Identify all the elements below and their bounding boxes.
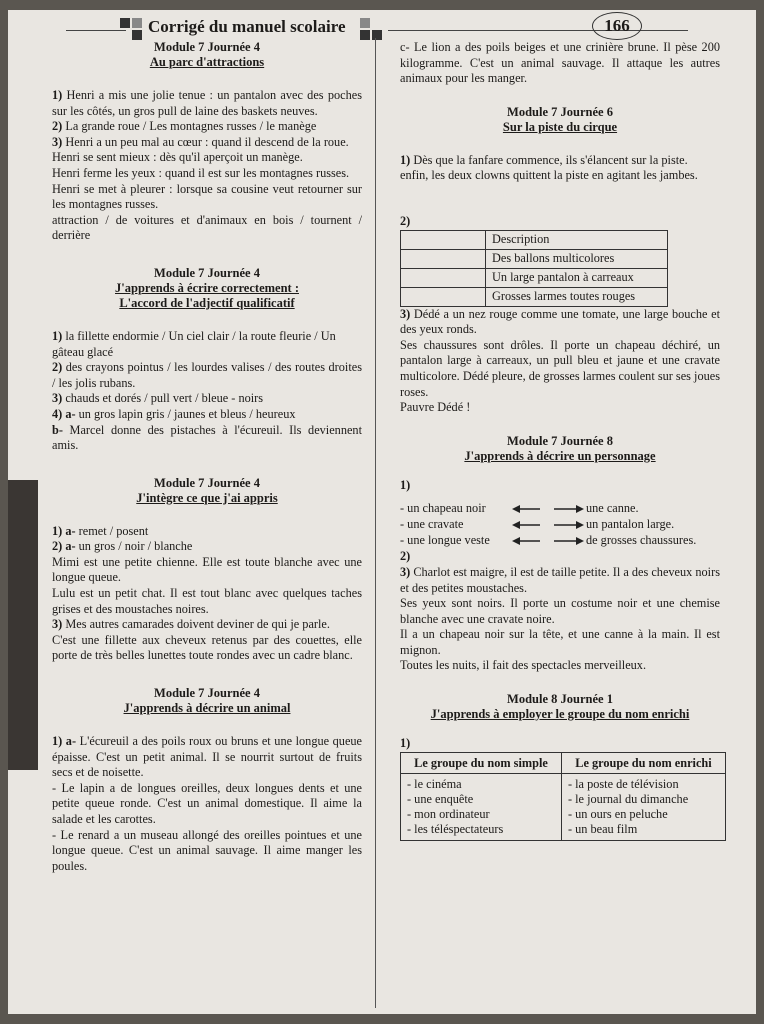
header-squares-icon bbox=[120, 18, 142, 40]
question-number: 1) bbox=[400, 477, 411, 492]
answer-paragraph: Ses chaussures sont drôles. Il porte un chapeau déchiré, un pantalon large à carreaux, un pull bleu et jaune et une cravate multicolore. Dédé pleure, de grosses larmes coulent sur ses joues roses. bbox=[400, 337, 720, 399]
description-table bbox=[400, 230, 668, 307]
list-item: - le cinéma bbox=[407, 776, 462, 791]
table-header: Le groupe du nom simple bbox=[401, 752, 562, 773]
list-item: - un ours en peluche bbox=[567, 806, 668, 821]
answer-paragraph: c- Le lion a des poils beiges et une crinière brune. Il pèse 200 kilogramme. C'est un animal sauvage. Il attaque les autres animaux pour les manger. bbox=[400, 40, 720, 86]
header-title: Corrigé du manuel scolaire bbox=[148, 17, 346, 36]
table-row bbox=[401, 268, 668, 287]
answer-paragraph: 3) Henri a un peu mal au cœur : quand il descend de la roue. bbox=[52, 134, 349, 149]
section-title: Module 7 Journée 4 bbox=[154, 40, 260, 54]
answer-paragraph: 3) Mes autres camarades doivent deviner de qui je parle. bbox=[52, 617, 330, 632]
table-cell bbox=[401, 773, 562, 840]
answer-paragraph: Ses yeux sont noirs. Il porte un costume noir et une chemise blanche avec une cravate noire. bbox=[400, 596, 720, 626]
answer-paragraph: 4) a- un gros lapin gris / jaunes et bleus / heureux bbox=[52, 406, 296, 421]
table-row bbox=[401, 287, 668, 306]
section-subtitle: Au parc d'attractions bbox=[149, 55, 265, 69]
section-title: Module 8 Journée 1 bbox=[507, 692, 613, 707]
section-title: Module 7 Journée 4 bbox=[154, 686, 260, 701]
answer-paragraph: 1) la fillette endormie / Un ciel clair / la route fleurie / Un gâteau glacé bbox=[52, 328, 336, 359]
column-divider bbox=[375, 38, 376, 1008]
section-subtitle: L'accord de l'adjectif qualificatif bbox=[119, 295, 295, 310]
answer-paragraph: Lulu est un petit chat. Il est tout blanc avec quelques taches grises et des moustaches noires. bbox=[52, 586, 362, 616]
answer-paragraph: 1) Dès que la fanfare commence, ils s'élancent sur la piste. bbox=[400, 152, 688, 167]
answer-paragraph: enfin, les deux clowns quittent la piste en agitant les jambes. bbox=[400, 168, 698, 183]
double-arrow-icon bbox=[512, 536, 584, 546]
question-number: 1) bbox=[400, 736, 411, 751]
answer-paragraph: 3) chauds et dorés / pull vert / bleue - noirs bbox=[52, 391, 264, 406]
table-cell bbox=[561, 773, 725, 840]
list-item: - une enquête bbox=[407, 791, 474, 806]
answer-paragraph: 1) a- remet / posent bbox=[52, 523, 149, 538]
list-item: - une cravate un pantalon large. bbox=[400, 517, 675, 532]
answer-line: Henri se met à pleurer : lorsque sa cousine veut retourner sur les montagnes russes. bbox=[52, 181, 362, 212]
right-column bbox=[400, 40, 720, 841]
table-header-row bbox=[401, 752, 726, 773]
page-number: 166 bbox=[592, 12, 642, 40]
answer-paragraph: 1) Henri a mis une jolie tenue : un pantalon avec des poches sur les côtés, un gros pull de laine des baskets neuves. bbox=[52, 88, 362, 118]
section-subtitle: J'apprends à décrire un personnage bbox=[464, 448, 656, 463]
question-number: 2) bbox=[400, 549, 411, 564]
section-subtitle: J'apprends à écrire correctement : bbox=[115, 280, 299, 295]
answer-paragraph: 2) La grande roue / Les montagnes russes / le manège bbox=[52, 119, 317, 134]
answer-paragraph: 2) des crayons pointus / les lourdes valises / des routes droites / les jolis rubans. bbox=[52, 360, 362, 390]
table-cell: Grosses larmes toutes rouges bbox=[486, 287, 668, 306]
answer-paragraph: 3) Dédé a un nez rouge comme une tomate, une large bouche et des yeux ronds. bbox=[400, 306, 720, 337]
section-title: Module 7 Journée 6 bbox=[507, 104, 613, 119]
header-squares-icon bbox=[360, 18, 382, 40]
double-arrow-icon bbox=[512, 504, 584, 514]
section-title: Module 7 Journée 4 bbox=[154, 475, 260, 490]
list-item: - la poste de télévision bbox=[567, 776, 679, 791]
answer-paragraph: 2) a- un gros / noir / blanche bbox=[52, 539, 193, 554]
table-row bbox=[401, 249, 668, 268]
table-header: Le groupe du nom enrichi bbox=[561, 752, 725, 773]
book-spine-shadow bbox=[8, 480, 38, 770]
answer-paragraph: b- Marcel donne des pistaches à l'écureuil. Ils deviennent amis. bbox=[52, 422, 362, 453]
list-item: - les téléspectateurs bbox=[407, 821, 504, 836]
list-item: - une longue veste de grosses chaussures. bbox=[400, 533, 697, 548]
double-arrow-icon bbox=[512, 520, 584, 530]
left-column bbox=[52, 40, 362, 874]
answer-paragraph: Pauvre Dédé ! bbox=[400, 400, 471, 415]
question-number: 2) bbox=[400, 213, 411, 228]
table-row bbox=[401, 773, 726, 840]
answer-line: Henri se sent mieux : dès qu'il aperçoit un manège. bbox=[52, 150, 303, 165]
noun-group-table bbox=[400, 752, 726, 841]
section-subtitle: J'apprends à décrire un animal bbox=[123, 701, 291, 716]
header-rule-left bbox=[66, 30, 126, 31]
answer-line: attraction / de voitures et d'animaux en bois / tournent / derrière bbox=[52, 212, 362, 243]
textbook-page bbox=[8, 10, 756, 1014]
answer-paragraph: Il a un chapeau noir sur la tête, et une canne à la main. Il est mignon. bbox=[400, 627, 720, 657]
answer-paragraph: 1) a- L'écureuil a des poils roux ou bruns et une longue queue épaisse. C'est un petit animal. Il se nourrit surtout de fruits secs et de noisette. bbox=[52, 734, 363, 780]
answer-paragraph: - Le renard a un museau allongé des oreilles pointues et une longue queue. C'est un animal sauvage. Il aime manger les poules. bbox=[52, 827, 362, 873]
section-subtitle: J'apprends à employer le groupe du nom enrichi bbox=[430, 707, 690, 722]
list-item: - le journal du dimanche bbox=[567, 791, 689, 806]
list-item: - mon ordinateur bbox=[407, 806, 490, 821]
answer-paragraph: - Le lapin a de longues oreilles, deux longues dents et une petite queue ronde. C'est un animal domestique. Il aime la salade et les carottes. bbox=[52, 780, 362, 826]
section-subtitle: J'intègre ce que j'ai appris bbox=[136, 490, 278, 505]
section-title: Module 7 Journée 8 bbox=[507, 433, 613, 448]
answer-paragraph: 3) Charlot est maigre, il est de taille petite. Il a des cheveux noirs et des petites moustaches. bbox=[400, 564, 720, 595]
list-item: - un chapeau noir une canne. bbox=[400, 501, 639, 516]
list-item: - un beau film bbox=[567, 821, 638, 836]
answer-paragraph: Toutes les nuits, il fait des spectacles merveilleux. bbox=[400, 658, 647, 673]
section-title: Module 7 Journée 4 bbox=[154, 265, 260, 280]
table-row bbox=[401, 230, 668, 249]
answer-paragraph: Mimi est une petite chienne. Elle est toute blanche avec une longue queue. bbox=[52, 554, 362, 585]
answer-paragraph: C'est une fillette aux cheveux retenus par des couettes, elle porte de très belles lunettes toute rondes avec un cadre blanc. bbox=[52, 632, 362, 663]
table-cell: Un large pantalon à carreaux bbox=[486, 268, 668, 287]
matching-pairs bbox=[400, 501, 720, 549]
table-cell: Des ballons multicolores bbox=[486, 249, 668, 268]
table-cell: Description bbox=[486, 230, 668, 249]
section-subtitle: Sur la piste du cirque bbox=[502, 119, 618, 134]
answer-line: Henri ferme les yeux : quand il est sur les montagnes russes. bbox=[52, 165, 350, 180]
header-rule-right bbox=[388, 30, 688, 31]
